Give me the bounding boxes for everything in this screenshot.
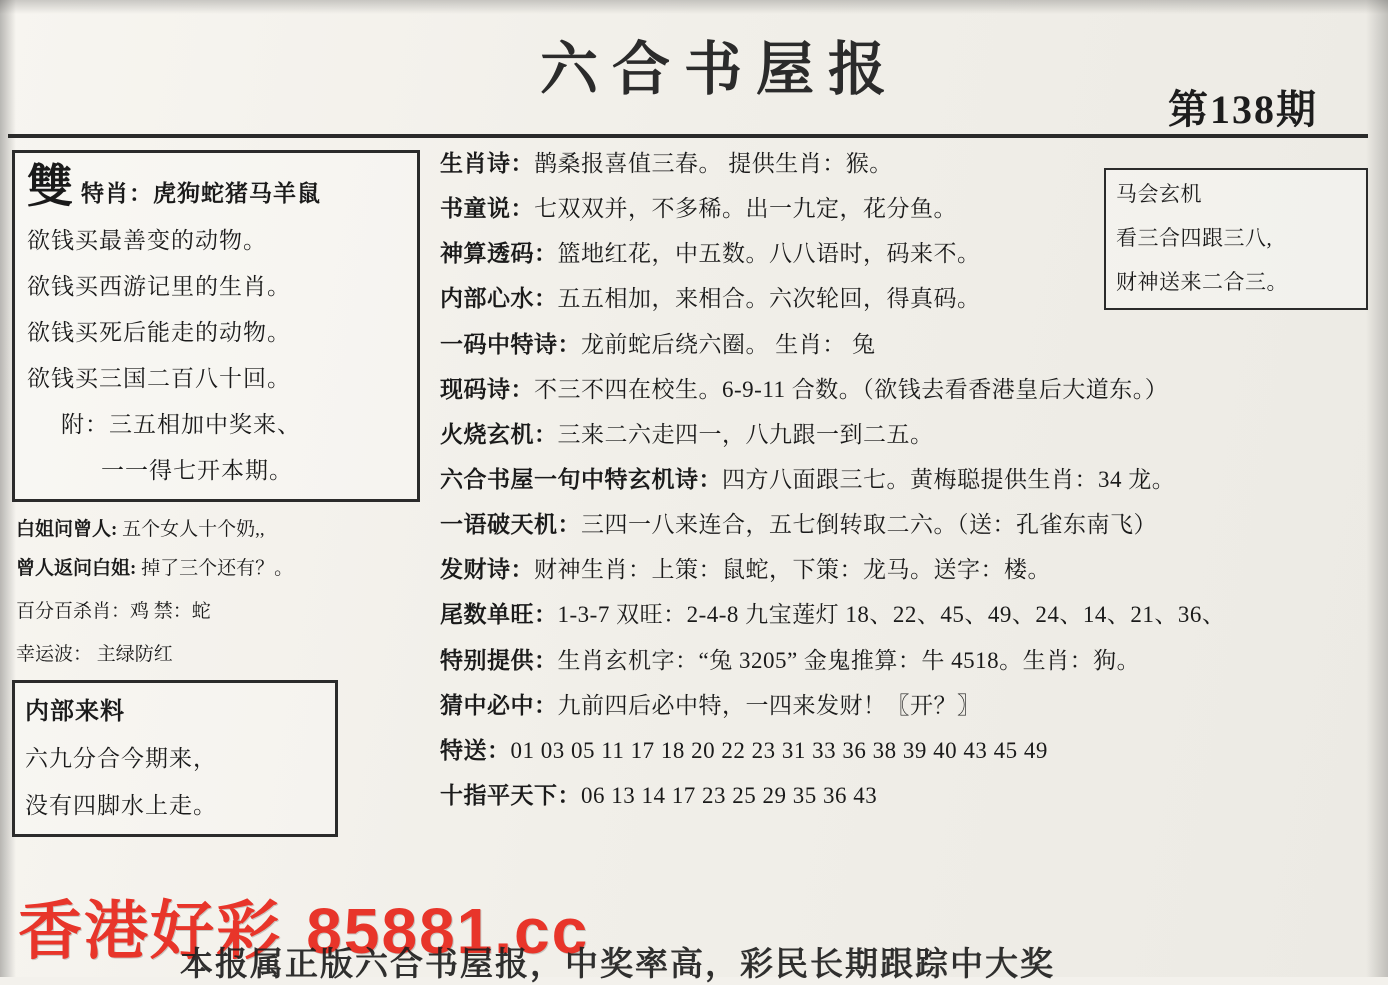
ten-finger-row <box>440 784 1340 808</box>
riddle-row <box>440 378 1340 402</box>
riddle-row <box>440 423 1340 447</box>
kill-zodiac-line: 百分百杀肖：鸡 禁：蛇 <box>16 601 211 622</box>
special-zodiac-label: 特肖： <box>81 181 153 206</box>
riddle-text: 三来二六走四一，八九跟一到二五。 <box>557 421 934 447</box>
mahui-line-3: 财神送来二合三。 <box>1116 270 1288 294</box>
watermark-brand: 香港好彩 <box>18 895 282 969</box>
issue-number: 第138期 <box>1168 87 1318 132</box>
riddle-label: 内部心水： <box>440 286 558 312</box>
riddle-label: 六合书屋一句中特玄机诗： <box>440 466 722 492</box>
qa-line-1 <box>16 514 420 541</box>
qa-value-1: 五个女人十个奶,, <box>122 519 265 540</box>
watermark-domain: 85881.cc <box>306 895 590 967</box>
riddle-label: 神算透码： <box>440 241 558 267</box>
lucky-wave-line: 幸运波： 主绿防红 <box>16 644 173 665</box>
shuang-row <box>27 159 405 213</box>
inside-tip-title: 内部来料 <box>25 699 125 725</box>
riddle-label: 特别提供： <box>440 647 558 673</box>
riddle-row <box>440 197 1340 221</box>
riddle-row <box>440 603 1340 627</box>
riddle-row <box>440 558 1340 582</box>
qa-line-2 <box>16 553 420 580</box>
hint-line-2: 欲钱买西游记里的生肖。 <box>27 274 291 299</box>
riddle-row <box>440 333 1340 357</box>
ten-finger-text: 06 13 14 17 23 25 29 35 36 43 <box>581 782 878 808</box>
riddle-text: 五五相加，来相合。六次轮回，得真码。 <box>557 286 981 312</box>
special-zodiac-value: 虎狗蛇猪马羊鼠 <box>153 181 321 206</box>
riddle-label: 书童说： <box>440 196 534 222</box>
riddle-label: 现码诗： <box>440 376 534 402</box>
special-numbers-row <box>440 739 1340 763</box>
scan-shadow-right <box>1366 0 1388 977</box>
附-line-2: 一一得七开本期。 <box>101 458 293 483</box>
riddle-row <box>440 513 1340 537</box>
riddle-text: 生肖玄机字：“兔 3205” 金鬼推算：牛 4518。生肖：狗。 <box>557 647 1141 673</box>
riddle-row <box>440 649 1340 673</box>
riddle-row <box>440 287 1340 311</box>
mahui-title: 马会玄机 <box>1116 182 1202 206</box>
riddle-text: 不三不四在校生。6-9-11 合数。（欲钱去看香港皇后大道东。） <box>534 376 1169 402</box>
riddle-text: 九前四后必中特，一四来发财！〖开？〗 <box>557 692 981 718</box>
masthead <box>0 0 1388 140</box>
riddle-text: 鹊桑报喜值三春。 提供生肖：猴。 <box>534 151 893 176</box>
riddle-label: 火烧玄机： <box>440 421 558 447</box>
inside-tip-line-2: 没有四脚水上走。 <box>25 793 217 818</box>
附-line-1: 附：三五相加中奖来、 <box>61 412 301 437</box>
qa-label-1: 白姐问曾人: <box>16 519 118 540</box>
inside-tip-line-1: 六九分合今期来， <box>25 746 217 771</box>
riddle-text: 1-3-7 双旺：2-4-8 九宝莲灯 18、22、45、49、24、14、21、36、 <box>557 602 1226 628</box>
riddle-label: 尾数单旺： <box>440 602 558 628</box>
riddle-label: 生肖诗： <box>440 151 534 176</box>
riddle-text: 龙前蛇后绕六圈。 生肖： 兔 <box>581 331 876 357</box>
qa-value-2: 掉了三个还有？。 <box>141 558 294 579</box>
riddle-text: 篮地红花，中五数。八八语时，码来不。 <box>557 241 981 267</box>
riddle-row <box>440 694 1340 718</box>
riddle-text: 三四一八来连合，五七倒转取二六。（送：孔雀东南飞） <box>581 512 1157 538</box>
inside-tip-box <box>12 680 338 837</box>
special-zodiac-line <box>81 163 321 208</box>
left-column <box>12 150 420 837</box>
right-column <box>440 152 1340 829</box>
riddle-label: 猜中必中： <box>440 692 558 718</box>
qa-label-2: 曾人返问白姐: <box>16 558 137 579</box>
hint-line-3: 欲钱买死后能走的动物。 <box>27 320 291 345</box>
special-zodiac-box <box>12 150 420 502</box>
special-numbers-label: 特送： <box>440 737 511 763</box>
shuang-character: 雙 <box>27 159 73 213</box>
riddle-text: 七双双并，不多稀。出一九定，花分鱼。 <box>534 196 957 222</box>
riddle-text: 四方八面跟三七。黄梅聪提供生肖：34 龙。 <box>722 466 1176 492</box>
page-title: 六合书屋报 <box>540 35 901 103</box>
riddle-row <box>440 468 1340 492</box>
riddle-label: 一码中特诗： <box>440 331 581 357</box>
riddle-row <box>440 242 1340 266</box>
riddle-label: 发财诗： <box>440 557 534 583</box>
riddle-row <box>440 152 1340 176</box>
ten-finger-label: 十指平天下： <box>440 782 581 808</box>
masthead-divider <box>8 134 1368 138</box>
qa-block <box>12 514 420 666</box>
riddle-text: 财神生肖：上策：鼠蛇，下策：龙马。送字：楼。 <box>534 557 1051 583</box>
hint-line-4: 欲钱买三国二百八十回。 <box>27 366 291 391</box>
riddle-label: 一语破天机： <box>440 512 581 538</box>
mahui-line-2: 看三合四跟三八, <box>1116 226 1273 250</box>
footer-slogan: 本报属正版六合书屋报，中奖率高，彩民长期跟踪中大奖 <box>180 947 1055 983</box>
hint-line-1: 欲钱买最善变的动物。 <box>27 228 267 253</box>
special-numbers-text: 01 03 05 11 17 18 20 22 23 31 33 36 38 39 40 43 45 49 <box>510 737 1048 763</box>
